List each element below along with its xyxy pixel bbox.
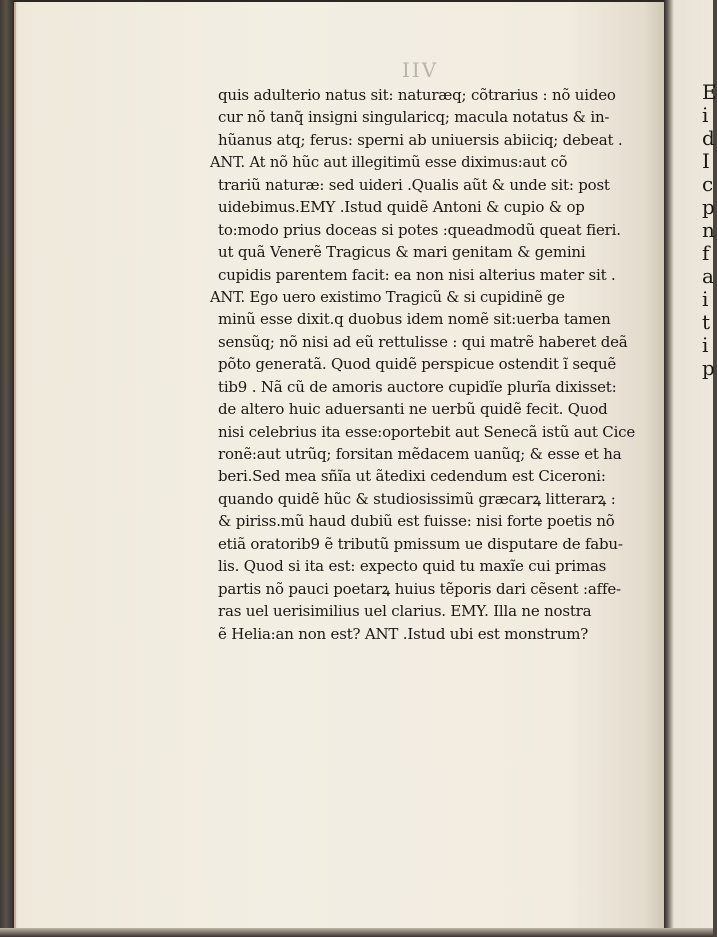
facing-page-letter: E (702, 80, 717, 104)
text-line: uidebimus.EMY .Istud quidẽ Antoni & cupio & op (218, 198, 585, 217)
text-line: ẽ Helia:an non est? ANT .Istud ubi est monstrum? (218, 624, 589, 643)
text-line: ronẽ:aut utrũq; forsitan mẽdacem uanũq; & esse et ha (218, 445, 622, 463)
text-line: quando quidẽ hũc & studiosissimũ græcarꝝ litterarꝝ : (218, 489, 616, 508)
adjacent-page-edge (664, 0, 717, 930)
text-line: põto generatã. Quod quidẽ perspicue ostendit ĩ sequẽ (218, 355, 617, 374)
facing-page-letter: i (702, 103, 709, 127)
text-line: lis. Quod si ita est: expecto quid tu maxĩe cui primas (218, 557, 607, 576)
facing-page-letter: p (702, 195, 715, 219)
text-line: nisi celebrius ita esse:oportebit aut Senecã istũ aut Cice (218, 422, 636, 441)
text-line: ut quã Venerẽ Tragicus & mari genitam & gemini (218, 243, 586, 262)
facing-page-letter: c (702, 172, 714, 196)
text-line: minũ esse dixit.q duobus idem nomẽ sit:uerba tamen (218, 310, 611, 329)
facing-page-letter: f (702, 241, 710, 265)
text-line: de altero huic aduersanti ne uerbũ quidẽ fecit. Quod (218, 400, 608, 419)
text-line: cur nõ tanq̃ insigni singularicq; macula notatus & in- (218, 108, 610, 127)
facing-page-letter: a (702, 264, 714, 288)
text-line: quis adulterio natus sit: naturæq; cõtrarius : nõ uideo (218, 86, 616, 104)
folio-number: IIV (402, 58, 439, 82)
facing-page-letter: d (702, 126, 715, 150)
facing-page-letter: i (702, 333, 709, 357)
facing-page-letter: n (702, 218, 715, 242)
text-line: to:modo prius doceas si potes :queadmodũ queat fieri. (218, 220, 621, 239)
facing-page-letter: I (702, 149, 710, 173)
text-block (210, 84, 648, 645)
text-line: etiã oratorib9 ẽ tributũ pmissum ue disputare de fabu- (218, 534, 623, 553)
page-bottom-edge (0, 928, 713, 937)
text-line: sensũq; nõ nisi ad eũ rettulisse : qui matrẽ haberet deã (218, 332, 628, 351)
text-line: cupidis parentem facit: ea non nisi alterius mater sit . (218, 265, 616, 284)
facing-page-letter: t (702, 310, 711, 334)
facing-page-letter: p (702, 356, 715, 380)
text-line: & piriss.mũ haud dubiũ est fuisse: nisi forte poetis nõ (218, 512, 615, 531)
text-line: hũanus atq; ferus: sperni ab uniuersis abiiciq; debeat . (218, 130, 623, 149)
text-line: trariũ naturæ: sed uideri .Qualis aũt & unde sit: post (218, 175, 610, 194)
text-line: tib9 . Nã cũ de amoris auctore cupidĩe plurĩa dixisset: (218, 377, 617, 396)
text-line: ras uel uerisimilius uel clarius. EMY. Illa ne nostra (218, 602, 592, 621)
text-line: ANT. Ego uero existimo Tragicũ & si cupidinẽ ge (210, 287, 565, 306)
text-line: ANT. At nõ hũc aut illegitimũ esse diximus:aut cõ (210, 153, 568, 172)
text-line: beri.Sed mea sñĩa ut ãtedixi cedendum est Ciceroni: (218, 467, 606, 486)
facing-page-letter: i (702, 287, 709, 311)
text-line: partis nõ pauci poetarꝝ huius tẽporis dari cẽsent :affe- (218, 579, 621, 598)
